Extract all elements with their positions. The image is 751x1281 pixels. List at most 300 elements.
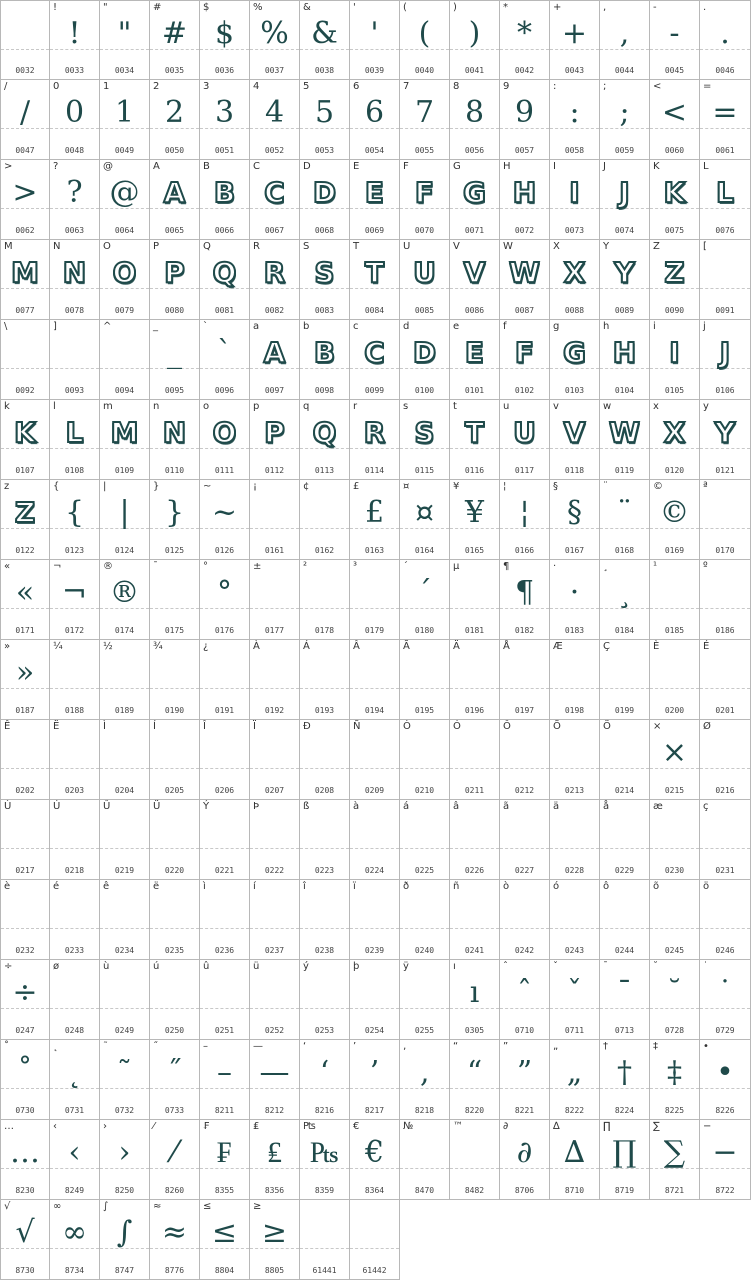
glyph-code-label: 0226	[464, 866, 485, 875]
glyph-key-label: d	[403, 321, 410, 332]
glyph-key-label: ›	[103, 1121, 107, 1132]
glyph-cell	[300, 1040, 350, 1120]
glyph-cell	[700, 160, 751, 240]
glyph-cell	[200, 400, 250, 480]
glyph-key-label: l	[53, 401, 56, 412]
glyph-code-label: 0107	[15, 466, 35, 475]
glyph-cell	[500, 240, 550, 320]
glyph-sample: }	[164, 495, 185, 530]
glyph-key-label: D	[303, 161, 311, 172]
glyph-sample: …	[10, 1135, 40, 1170]
glyph-code-label: 8710	[564, 1186, 585, 1195]
glyph-sample: B	[313, 336, 336, 369]
glyph-cell	[250, 1040, 300, 1120]
glyph-code-label: 0073	[564, 226, 585, 235]
glyph-sample	[450, 571, 499, 615]
glyph-key-label: q	[303, 401, 310, 412]
glyph-cell	[200, 720, 250, 800]
glyph-sample	[200, 891, 249, 935]
glyph-code-label: 0204	[114, 786, 135, 795]
glyph-key-label: w	[603, 401, 612, 412]
glyph-cell	[650, 480, 700, 560]
glyph-cell	[600, 0, 650, 80]
glyph-sample	[650, 571, 699, 615]
glyph-code-label: 8747	[114, 1266, 135, 1275]
glyph-code-label: 0230	[664, 866, 685, 875]
glyph-code-label: 0087	[514, 306, 535, 315]
glyph-cell	[600, 160, 650, 240]
glyph-sample: W	[609, 416, 640, 449]
glyph-key-label: ï	[353, 881, 356, 892]
glyph-code-label: 0235	[164, 946, 185, 955]
glyph-cell	[150, 560, 200, 640]
glyph-sample: ·	[569, 575, 580, 610]
glyph-key-label: N	[53, 241, 61, 252]
glyph-code-label: 8216	[314, 1106, 335, 1115]
glyph-code-label: 0037	[264, 66, 285, 75]
glyph-code-label: 0242	[514, 946, 535, 955]
glyph-key-label: Ï	[253, 721, 256, 732]
glyph-cell	[0, 400, 50, 480]
glyph-sample: K	[663, 176, 686, 209]
glyph-key-label: Ë	[53, 721, 60, 732]
glyph-key-label: ì	[203, 881, 206, 892]
glyph-code-label: 0247	[15, 1026, 35, 1035]
glyph-key-label: †	[603, 1041, 608, 1052]
glyph-sample: ¥	[464, 495, 485, 530]
glyph-code-label: 0220	[164, 866, 185, 875]
glyph-code-label: 8364	[364, 1186, 385, 1195]
glyph-sample: ∂	[516, 1135, 533, 1170]
glyph-sample: 2	[164, 95, 185, 130]
glyph-key-label: 5	[303, 81, 310, 92]
glyph-cell	[350, 1040, 400, 1120]
glyph-code-label: 0096	[214, 386, 235, 395]
glyph-code-label: 0165	[464, 546, 485, 555]
glyph-cell	[100, 880, 150, 960]
glyph-sample: H	[512, 176, 537, 209]
glyph-cell	[250, 560, 300, 640]
glyph-sample: ₧	[309, 1135, 340, 1170]
glyph-code-label: 0071	[464, 226, 485, 235]
glyph-key-label: ˆ	[503, 961, 508, 972]
glyph-key-label: ^	[103, 321, 112, 332]
glyph-key-label: ÷	[4, 961, 13, 972]
glyph-sample: S	[314, 256, 335, 289]
glyph-key-label: Y	[603, 241, 610, 252]
glyph-key-label: ·	[553, 561, 557, 572]
glyph-key-label: &	[303, 2, 311, 13]
glyph-sample	[100, 331, 149, 375]
glyph-code-label: 0223	[314, 866, 335, 875]
glyph-key-label: ¯	[153, 561, 158, 572]
glyph-key-label: ¹	[653, 561, 658, 572]
glyph-sample: ¦	[519, 495, 530, 530]
glyph-code-label: 0095	[164, 386, 185, 395]
glyph-sample: K	[14, 416, 36, 449]
glyph-cell	[50, 880, 100, 960]
glyph-sample: M	[11, 256, 39, 289]
glyph-cell	[50, 0, 100, 80]
glyph-key-label: [	[703, 241, 707, 252]
glyph-cell	[700, 320, 751, 400]
glyph-code-label: 0044	[614, 66, 635, 75]
glyph-key-label: Þ	[253, 801, 260, 812]
glyph-key-label: õ	[653, 881, 660, 892]
glyph-code-label: 0091	[715, 306, 735, 315]
glyph-cell	[450, 240, 500, 320]
glyph-sample: S	[414, 416, 435, 449]
glyph-key-label: i	[653, 321, 656, 332]
glyph-key-label: #	[153, 2, 162, 13]
glyph-sample: ₣	[217, 1135, 232, 1170]
glyph-code-label: 0221	[214, 866, 235, 875]
glyph-key-label: Ñ	[353, 721, 361, 732]
glyph-cell	[700, 720, 751, 800]
glyph-key-label: Ì	[103, 721, 106, 732]
glyph-sample: P	[164, 256, 185, 289]
glyph-key-label: f	[503, 321, 507, 332]
glyph-cell	[350, 960, 400, 1040]
glyph-code-label: 0058	[564, 146, 585, 155]
glyph-cell	[500, 1120, 550, 1200]
glyph-code-label: 0065	[164, 226, 185, 235]
glyph-key-label: €	[353, 1121, 360, 1132]
glyph-cell	[200, 320, 250, 400]
glyph-sample	[450, 1131, 499, 1175]
glyph-sample: ≥	[261, 1215, 288, 1250]
glyph-sample: ≈	[161, 1215, 188, 1250]
glyph-cell	[100, 400, 150, 480]
glyph-code-label: 0169	[664, 546, 685, 555]
glyph-code-label: 8730	[15, 1266, 35, 1275]
glyph-code-label: 0056	[464, 146, 485, 155]
glyph-sample	[600, 651, 649, 695]
glyph-code-label: 0182	[514, 626, 535, 635]
glyph-code-label: 0189	[114, 706, 135, 715]
glyph-key-label: ₣	[203, 1121, 210, 1132]
glyph-sample: ”	[516, 1055, 533, 1090]
glyph-sample: ©	[659, 495, 690, 530]
glyph-cell	[650, 640, 700, 720]
glyph-sample	[200, 971, 249, 1015]
glyph-sample	[650, 811, 699, 855]
glyph-sample: ÷	[12, 975, 38, 1010]
glyph-cell	[150, 240, 200, 320]
glyph-cell	[300, 480, 350, 560]
glyph-key-label: Ô	[503, 721, 511, 732]
glyph-code-label: 0255	[414, 1026, 435, 1035]
glyph-cell	[150, 160, 200, 240]
glyph-cell	[150, 880, 200, 960]
glyph-code-label: 0249	[114, 1026, 135, 1035]
glyph-code-label: 0162	[314, 546, 335, 555]
glyph-code-label: 0215	[664, 786, 685, 795]
glyph-cell	[100, 160, 150, 240]
glyph-code-label: 0246	[715, 946, 735, 955]
glyph-code-label: 0209	[364, 786, 385, 795]
glyph-code-label: 0109	[114, 466, 135, 475]
glyph-code-label: 0106	[715, 386, 735, 395]
glyph-key-label: §	[553, 481, 558, 492]
glyph-cell	[300, 80, 350, 160]
glyph-code-label: 0103	[564, 386, 585, 395]
glyph-code-label: 0057	[514, 146, 535, 155]
glyph-key-label: 1	[103, 81, 110, 92]
glyph-key-label: |	[103, 481, 107, 492]
glyph-sample: ∆	[564, 1135, 585, 1170]
glyph-sample	[1, 811, 49, 855]
glyph-sample: T	[364, 256, 385, 289]
glyph-sample: ‚	[419, 1055, 430, 1090]
glyph-key-label: ú	[153, 961, 160, 972]
glyph-sample	[550, 811, 599, 855]
glyph-code-label: 0099	[364, 386, 385, 395]
glyph-code-label: 0207	[264, 786, 285, 795]
glyph-sample	[50, 811, 99, 855]
glyph-cell	[450, 960, 500, 1040]
glyph-code-label: 0125	[164, 546, 185, 555]
glyph-cell	[350, 720, 400, 800]
glyph-key-label: $	[203, 2, 210, 13]
glyph-cell	[0, 640, 50, 720]
glyph-code-label: 0733	[164, 1106, 185, 1115]
glyph-code-label: 0060	[664, 146, 685, 155]
glyph-code-label: 0082	[264, 306, 285, 315]
glyph-sample: *	[517, 16, 532, 51]
glyph-code-label: 8356	[264, 1186, 285, 1195]
glyph-code-label: 8359	[314, 1186, 335, 1195]
glyph-cell	[500, 960, 550, 1040]
glyph-key-label: ∞	[53, 1201, 62, 1212]
glyph-code-label: 0217	[15, 866, 35, 875]
glyph-code-label: 0083	[314, 306, 335, 315]
glyph-sample	[550, 891, 599, 935]
glyph-cell	[500, 320, 550, 400]
glyph-cell	[150, 720, 200, 800]
glyph-code-label: 0093	[64, 386, 85, 395]
glyph-cell	[50, 1120, 100, 1200]
glyph-key-label: µ	[453, 561, 460, 572]
glyph-key-label: ö	[703, 881, 710, 892]
glyph-cell	[0, 0, 50, 80]
glyph-sample	[1, 12, 49, 56]
glyph-code-label: 0730	[15, 1106, 35, 1115]
glyph-code-label: 0227	[514, 866, 535, 875]
glyph-key-label: ‘	[303, 1041, 307, 1052]
glyph-cell	[500, 80, 550, 160]
glyph-cell	[550, 720, 600, 800]
glyph-sample: ’	[369, 1055, 380, 1090]
glyph-code-label: 0201	[715, 706, 735, 715]
glyph-code-label: 0166	[514, 546, 535, 555]
glyph-cell	[100, 240, 150, 320]
glyph-key-label: ˙	[703, 961, 708, 972]
glyph-key-label: Ó	[453, 721, 461, 732]
glyph-code-label: 0084	[364, 306, 385, 315]
glyph-sample	[150, 891, 199, 935]
glyph-code-label: 0067	[264, 226, 285, 235]
glyph-cell	[50, 1040, 100, 1120]
glyph-cell	[500, 480, 550, 560]
glyph-code-label: 0241	[464, 946, 485, 955]
glyph-sample	[550, 651, 599, 695]
glyph-cell	[300, 880, 350, 960]
glyph-key-label: }	[153, 481, 160, 492]
glyph-cell	[300, 400, 350, 480]
glyph-code-label: 0210	[414, 786, 435, 795]
glyph-cell	[0, 800, 50, 880]
glyph-cell	[200, 480, 250, 560]
glyph-code-label: 8217	[364, 1106, 385, 1115]
glyph-key-label: _	[153, 321, 158, 332]
glyph-cell	[500, 0, 550, 80]
glyph-key-label: g	[553, 321, 560, 332]
glyph-key-label: ´	[403, 561, 408, 572]
glyph-cell	[250, 720, 300, 800]
glyph-cell	[450, 800, 500, 880]
glyph-code-label: 0046	[715, 66, 735, 75]
glyph-sample: Q	[212, 256, 237, 289]
glyph-sample	[50, 891, 99, 935]
glyph-sample: √	[15, 1215, 35, 1250]
glyph-sample	[300, 571, 349, 615]
glyph-sample: L	[716, 176, 734, 209]
glyph-code-label: 0049	[114, 146, 135, 155]
glyph-cell	[400, 1040, 450, 1120]
glyph-key-label: S	[303, 241, 310, 252]
glyph-sample: O	[212, 416, 237, 449]
glyph-key-label: Á	[303, 641, 310, 652]
glyph-code-label: 0713	[614, 1026, 635, 1035]
glyph-sample	[350, 731, 399, 775]
glyph-cell	[500, 800, 550, 880]
glyph-sample: +	[561, 16, 588, 51]
glyph-cell	[100, 1200, 150, 1280]
glyph-code-label: 0061	[715, 146, 735, 155]
glyph-key-label: m	[103, 401, 113, 412]
glyph-code-label: 0251	[214, 1026, 235, 1035]
glyph-key-label: .	[703, 2, 707, 13]
glyph-key-label: ”	[503, 1041, 509, 1052]
glyph-cell	[150, 0, 200, 80]
glyph-code-label: 0216	[715, 786, 735, 795]
glyph-key-label: ×	[653, 721, 662, 732]
glyph-cell	[150, 640, 200, 720]
glyph-key-label: ²	[303, 561, 308, 572]
glyph-cell	[550, 400, 600, 480]
glyph-cell	[550, 1120, 600, 1200]
glyph-key-label: 3	[203, 81, 210, 92]
glyph-cell	[550, 320, 600, 400]
glyph-key-label: ¸	[603, 561, 608, 572]
glyph-key-label: û	[203, 961, 210, 972]
glyph-code-label: 0164	[414, 546, 435, 555]
glyph-code-label: 8470	[414, 1186, 435, 1195]
glyph-code-label: 0111	[214, 466, 235, 475]
glyph-key-label: p	[253, 401, 260, 412]
glyph-sample: ‘	[319, 1055, 330, 1090]
glyph-cell	[350, 560, 400, 640]
glyph-key-label: E	[353, 161, 360, 172]
glyph-code-label: 0066	[214, 226, 235, 235]
glyph-key-label: ,	[603, 2, 607, 13]
glyph-code-label: 61442	[362, 1266, 387, 1275]
glyph-code-label: 0731	[64, 1106, 85, 1115]
glyph-sample: H	[612, 336, 637, 369]
glyph-cell	[350, 0, 400, 80]
glyph-sample: I	[569, 176, 580, 209]
glyph-sample	[400, 891, 449, 935]
glyph-cell	[400, 640, 450, 720]
glyph-code-label: 0198	[564, 706, 585, 715]
glyph-sample: ´	[417, 575, 432, 610]
glyph-key-label: ½	[103, 641, 113, 652]
glyph-key-label: r	[353, 401, 358, 412]
glyph-sample: ˉ	[617, 975, 632, 1010]
glyph-key-label: ⁄	[153, 1121, 155, 1132]
glyph-key-label: !	[53, 2, 58, 13]
glyph-cell	[250, 880, 300, 960]
glyph-sample	[600, 811, 649, 855]
glyph-code-label: 0038	[314, 66, 335, 75]
glyph-key-label: √	[4, 1201, 11, 1212]
glyph-sample: §	[567, 495, 582, 530]
glyph-key-label: ÿ	[403, 961, 409, 972]
glyph-key-label: ˜	[103, 1041, 108, 1052]
glyph-key-label: Ê	[4, 721, 11, 732]
glyph-sample: (	[418, 16, 431, 51]
glyph-code-label: 0245	[664, 946, 685, 955]
glyph-code-label: 0225	[414, 866, 435, 875]
glyph-cell	[450, 320, 500, 400]
glyph-key-label: Ý	[203, 801, 210, 812]
glyph-key-label: À	[253, 641, 260, 652]
glyph-sample: "	[117, 16, 132, 51]
glyph-cell	[100, 560, 150, 640]
glyph-sample: O	[112, 256, 137, 289]
glyph-code-label: 0238	[314, 946, 335, 955]
glyph-sample	[1, 891, 49, 935]
glyph-key-label: U	[403, 241, 411, 252]
glyph-sample: {	[64, 495, 85, 530]
glyph-key-label: ®	[103, 561, 113, 572]
glyph-sample: J	[719, 336, 731, 369]
glyph-cell	[650, 960, 700, 1040]
glyph-key-label: *	[503, 2, 508, 13]
glyph-cell	[100, 800, 150, 880]
glyph-cell	[500, 400, 550, 480]
glyph-key-label: ™	[453, 1121, 463, 1132]
glyph-sample	[150, 971, 199, 1015]
glyph-code-label: 0034	[114, 66, 135, 75]
glyph-code-label: 0112	[264, 466, 285, 475]
glyph-code-label: 0076	[715, 226, 735, 235]
glyph-key-label: ³	[353, 561, 358, 572]
glyph-code-label: 0072	[514, 226, 535, 235]
glyph-cell	[400, 480, 450, 560]
glyph-cell	[200, 1040, 250, 1120]
glyph-sample	[700, 251, 750, 295]
glyph-sample: )	[468, 16, 481, 51]
glyph-cell	[350, 1200, 400, 1280]
glyph-key-label: F	[403, 161, 409, 172]
glyph-sample: —	[259, 1055, 290, 1090]
glyph-cell	[150, 960, 200, 1040]
glyph-cell	[700, 880, 751, 960]
glyph-cell	[200, 800, 250, 880]
glyph-key-label: ê	[103, 881, 110, 892]
